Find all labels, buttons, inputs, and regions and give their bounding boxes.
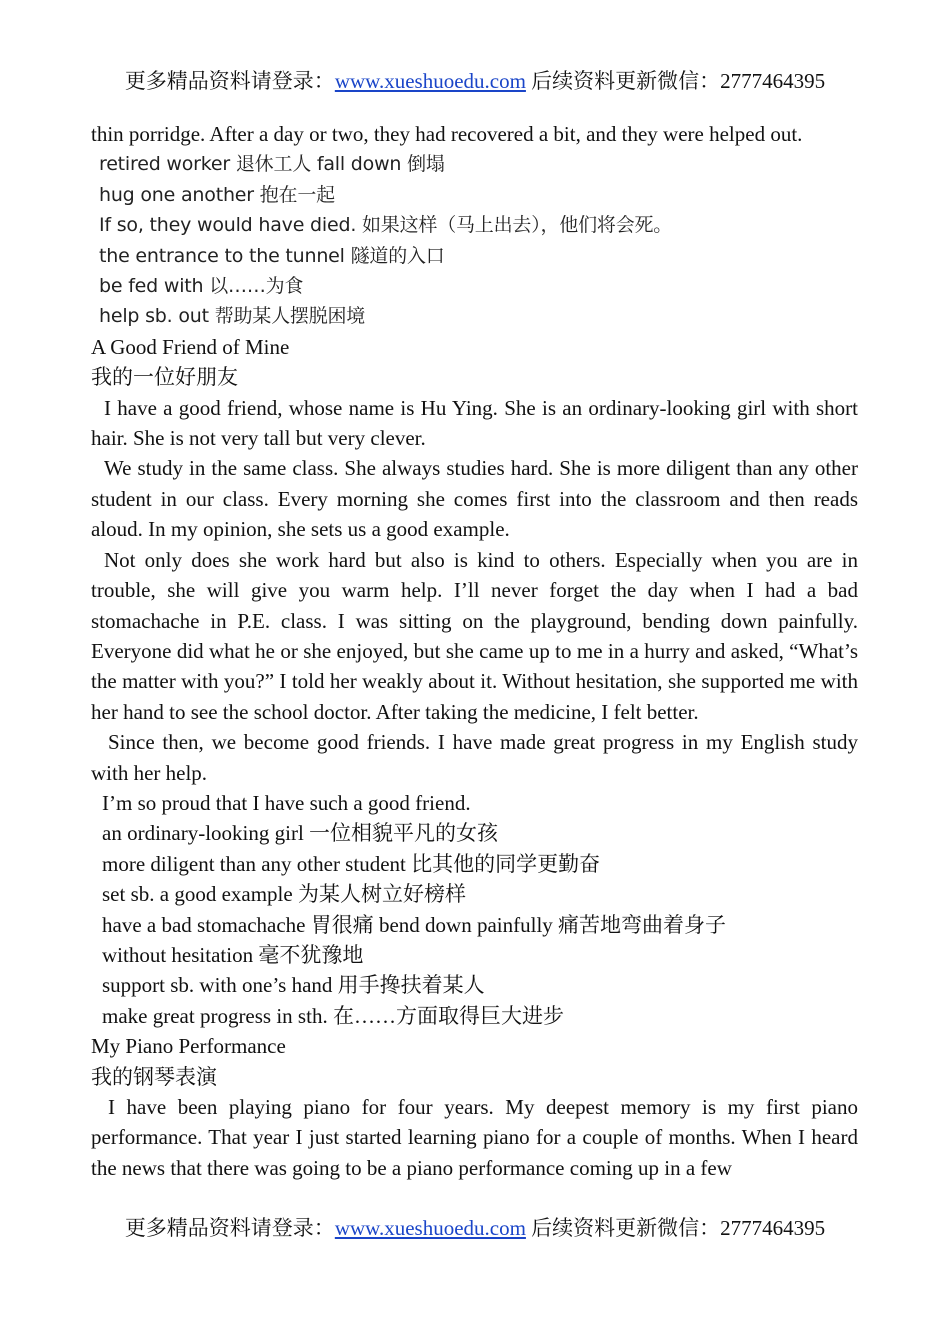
- essay2-title: My Piano Performance: [91, 1034, 286, 1059]
- vocab-item: more diligent than any other student 比其他的同学更勤奋: [102, 851, 601, 876]
- essay1-title: A Good Friend of Mine: [91, 334, 290, 359]
- essay1-paragraph: Since then, we become good friends. I have made great progress in my English study with her help.: [91, 730, 858, 785]
- vocab-item: make great progress in sth. 在……方面取得巨大进步: [102, 1003, 564, 1028]
- footer-prefix: 更多精品资料请登录：: [124, 1216, 335, 1240]
- footer-suffix: 后续资料更新微信：2777464395: [525, 1216, 826, 1240]
- essay1-paragraph: I have a good friend, whose name is Hu Ying. She is an ordinary-looking girl with short hair. She is not very tall but very clever.: [91, 395, 858, 451]
- header-prefix: 更多精品资料请登录：: [124, 69, 335, 93]
- phrase-line: hug one another 抱在一起: [99, 183, 335, 206]
- vocab-item: an ordinary-looking girl 一位相貌平凡的女孩: [102, 821, 499, 846]
- document-body: [91, 119, 858, 1183]
- phrase-line: the entrance to the tunnel 隧道的入口: [99, 244, 445, 267]
- phrase-line: retired worker 退休工人 fall down 倒塌: [99, 153, 445, 176]
- vocab-item: without hesitation 毫不犹豫地: [102, 942, 364, 967]
- essay1-paragraph: Not only does she work hard but also is kind to others. Especially when you are in trouble, she will give you warm help. I’ll never forget the day when I had a bad stomachache in P.E. class. I was sitting on the playground, bending down painfully. Everyone did what he or she enjoyed, but she came up to me in a hurry and asked, “What’s the matter with you?” I told her weakly about it. Without hesitation, she supported me with her hand to see the school doctor. After taking the medicine, I felt better.: [91, 547, 858, 724]
- essay2-paragraph: I have been playing piano for four years. My deepest memory is my first piano performance. That year I just started learning piano for a couple of months. When I heard the news that there was going to be a piano performance coming up in a few: [91, 1095, 858, 1180]
- phrase-line: If so, they would have died. 如果这样（马上出去），他们将会死。: [99, 214, 673, 237]
- essay2-title-cn: 我的钢琴表演: [91, 1064, 217, 1089]
- page-header: [0, 66, 950, 96]
- footer-link[interactable]: www.xueshuoedu.com: [334, 1216, 526, 1240]
- header-suffix: 后续资料更新微信：2777464395: [525, 69, 826, 93]
- phrase-line: help sb. out 帮助某人摆脱困境: [99, 305, 366, 328]
- header-link[interactable]: www.xueshuoedu.com: [334, 69, 526, 93]
- phrase-line: be fed with 以……为食: [99, 275, 304, 298]
- page-footer: [0, 1213, 950, 1243]
- essay1-paragraph: We study in the same class. She always studies hard. She is more diligent than any other student in our class. Every morning she comes first into the classroom and then reads aloud. In my opinion, she sets us a good example.: [91, 456, 858, 542]
- phrase-image-block: [91, 149, 858, 331]
- vocab-item: support sb. with one’s hand 用手搀扶着某人: [102, 973, 485, 998]
- intro-line: thin porridge. After a day or two, they had recovered a bit, and they were helped out.: [91, 122, 803, 146]
- essay1-closing: I’m so proud that I have such a good friend.: [102, 790, 471, 815]
- essay1-title-cn: 我的一位好朋友: [91, 365, 238, 390]
- vocab-item: set sb. a good example 为某人树立好榜样: [102, 882, 466, 907]
- vocab-item: have a bad stomachache 胃很痛 bend down painfully 痛苦地弯曲着身子: [102, 912, 727, 937]
- essay1-vocab-list: [91, 818, 858, 1031]
